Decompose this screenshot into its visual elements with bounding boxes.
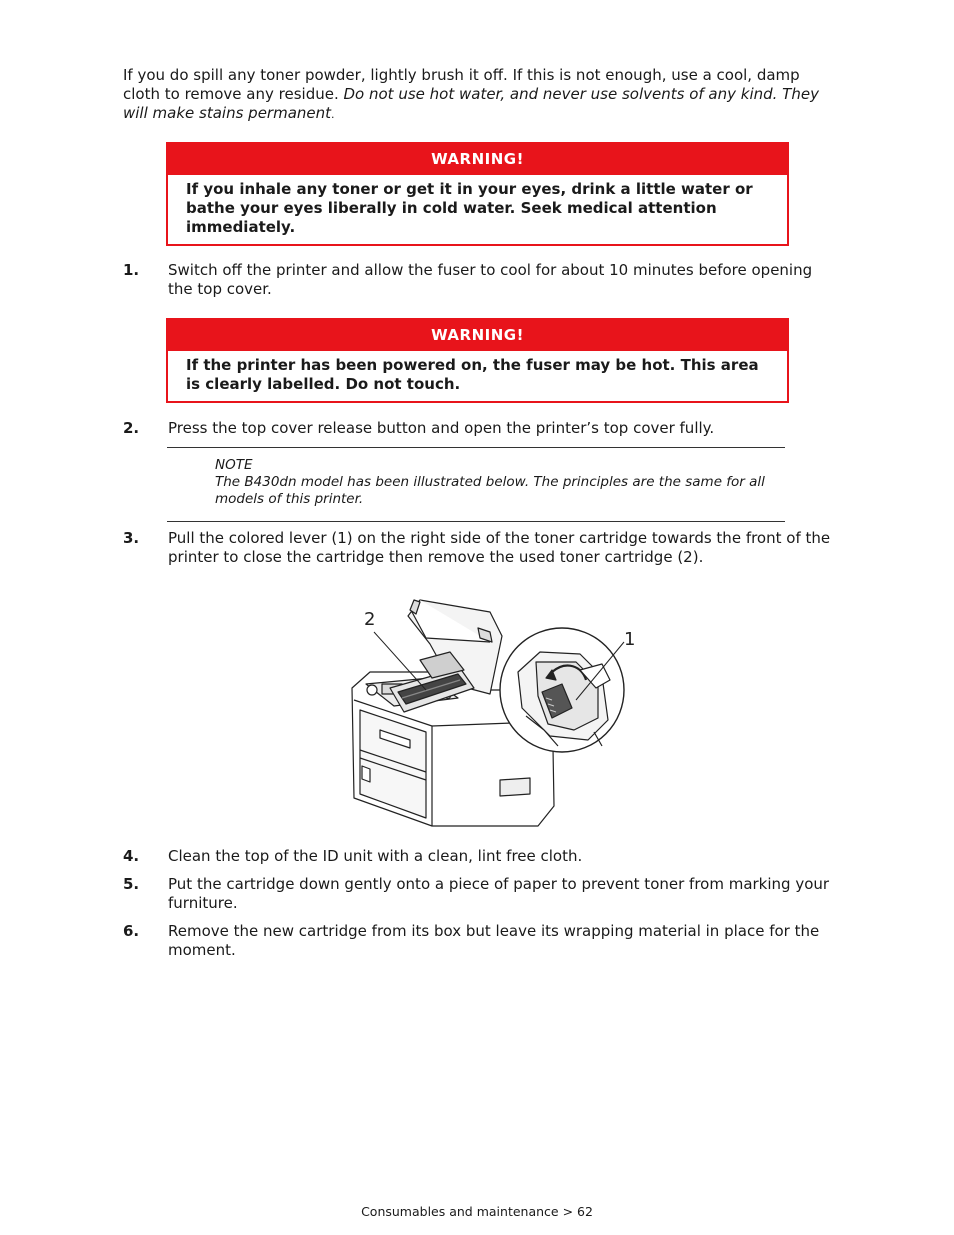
warning-box-fuser	[166, 318, 789, 403]
warning-title: WARNING!	[168, 320, 787, 351]
figure-label-1: 1	[624, 629, 636, 650]
step-text: Pull the colored lever (1) on the right side of the toner cartridge towards the front of the printer to close the cartridge then remove the used toner cartridge (2).	[168, 529, 831, 566]
step-text: Put the cartridge down gently onto a piece of paper to prevent toner from marking your furniture.	[168, 875, 830, 912]
warning-body: If you inhale any toner or get it in your eyes, drink a little water or bathe your eyes liberally in cold water. Seek medical attention immediately.	[186, 180, 753, 236]
step-text: Clean the top of the ID unit with a clean, lint free cloth.	[168, 847, 583, 865]
printer-drawing	[340, 580, 640, 832]
step-text: Switch off the printer and allow the fuser to cool for about 10 minutes before opening the top cover.	[168, 261, 813, 298]
step-number: 1.	[123, 261, 140, 279]
step-number: 4.	[123, 847, 140, 865]
note-label: NOTE	[215, 457, 253, 473]
warning-box-divider	[168, 401, 789, 403]
intro-end: .	[331, 108, 335, 121]
note-text: The B430dn model has been illustrated below. The principles are the same for all models of this printer.	[215, 474, 765, 507]
note-bottom-rule	[167, 521, 785, 522]
step-text: Press the top cover release button and open the printer’s top cover fully.	[168, 419, 715, 437]
intro-italic-text: Do not use hot water, and never use solvents of any kind. They will make stains permanent	[123, 85, 819, 122]
warning-body: If the printer has been powered on, the fuser may be hot. This area is clearly labelled. Do not touch.	[186, 356, 759, 393]
warning-title: WARNING!	[168, 144, 787, 175]
step-number: 5.	[123, 875, 140, 893]
figure-label-2: 2	[364, 609, 376, 630]
note-top-rule	[167, 447, 785, 448]
step-number: 2.	[123, 419, 140, 437]
printer-illustration	[340, 580, 640, 832]
intro-paragraph	[123, 66, 835, 124]
warning-box-toner	[166, 142, 789, 246]
step-number: 6.	[123, 922, 140, 940]
intro-text: If you do spill any toner powder, lightly brush it off. If this is not enough, use a cool, damp cloth to remove any residue.	[123, 66, 800, 103]
page-footer: Consumables and maintenance > 62	[361, 1204, 593, 1219]
step-number: 3.	[123, 529, 140, 547]
warning-box-divider	[168, 244, 789, 246]
note-block	[215, 457, 775, 508]
step-text: Remove the new cartridge from its box but leave its wrapping material in place for the moment.	[168, 922, 820, 959]
